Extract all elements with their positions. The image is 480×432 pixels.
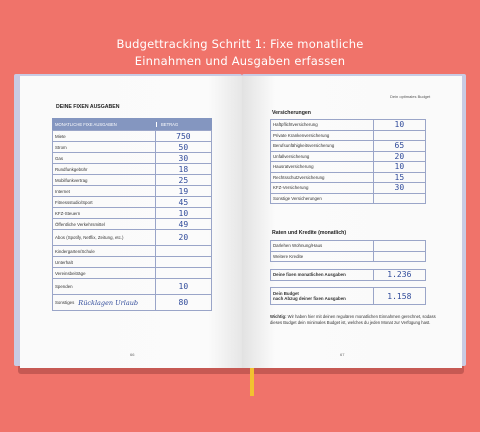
expense-row: [53, 186, 211, 197]
expense-label-cell: [53, 164, 156, 174]
insurance-row-amount: 10: [394, 162, 405, 172]
expense-label: Spenden: [55, 284, 73, 289]
loan-row: [271, 252, 425, 263]
expense-label: Miete: [55, 133, 66, 139]
insurance-row-amount: [374, 194, 425, 204]
expense-row: [53, 197, 211, 208]
expense-row: [53, 131, 211, 142]
expense-row: [53, 219, 211, 230]
insurance-row-label: Private Krankenversicherung: [271, 131, 374, 141]
expense-label: Rundfunkgebühr: [55, 166, 88, 172]
expense-row: [53, 257, 211, 268]
expense-amount: 18: [178, 164, 189, 174]
insurance-row: [271, 162, 425, 173]
expense-label: Gas: [55, 155, 64, 161]
column-header-expenses: MONATLICHE FIXE AUSGABEN: [55, 121, 117, 127]
expense-label-cell: [53, 246, 156, 256]
expense-label-cell: [53, 153, 156, 163]
insurance-row-label: KFZ-Versicherung: [271, 183, 374, 193]
left-page-title: DEINE FIXEN AUSGABEN: [56, 104, 120, 110]
loan-row: [271, 241, 425, 252]
fixed-expenses-table: [52, 118, 212, 311]
fixed-expenses-table-header: [52, 118, 212, 130]
headline: [0, 36, 480, 70]
insurance-row-label: Berufsunfähigkeitsversicherung: [271, 141, 374, 151]
expense-label-cell: [53, 131, 156, 141]
insurance-row-label: Unfallversicherung: [271, 152, 374, 162]
budget-label-line-2: nach Abzug deiner fixen Ausgaben: [273, 296, 346, 301]
expense-label: Öffentliche Verkehrsmittel: [55, 221, 105, 227]
insurance-row-amount: 15: [394, 172, 405, 182]
insurance-row-amount: 30: [394, 183, 405, 193]
insurance-row-label: Hausratversicherung: [271, 162, 374, 172]
expense-amount: [156, 257, 211, 267]
expense-label: Unterhalt: [55, 259, 73, 265]
insurance-row: [271, 173, 425, 184]
budget-label-line-1: Dein Budget: [273, 290, 299, 296]
expense-amount: 50: [178, 142, 189, 152]
expense-amount: 30: [178, 153, 189, 163]
loan-row-amount: [374, 252, 425, 262]
total-table: [270, 269, 426, 281]
expense-amount: 20: [178, 233, 189, 242]
insurance-row-amount: 20: [394, 151, 405, 161]
expense-row: [53, 175, 211, 186]
insurance-table: [270, 119, 426, 204]
expense-row: [53, 246, 211, 257]
loans-title: Raten und Kredite (monatlich): [272, 230, 347, 236]
expense-label: Abos (Spotify, Netflix, Zeitung, etc.): [55, 235, 124, 240]
insurance-row: [271, 152, 425, 163]
loans-table: [270, 240, 426, 262]
expense-row: [53, 230, 211, 246]
insurance-row: [271, 120, 425, 131]
left-page-number: 66: [130, 352, 135, 357]
insurance-row-label: Rechtsschutzversicherung: [271, 173, 374, 183]
budget-value: 1.158: [387, 291, 412, 301]
expense-label: Mobilfunkvertrag: [55, 177, 88, 183]
expense-label: Fitnessstudio/Sport: [55, 199, 93, 205]
headline-line-2: Einnahmen und Ausgaben erfassen: [134, 54, 346, 68]
insurance-row-amount: [374, 131, 425, 141]
expense-label: Kindergarten/Schule: [55, 248, 95, 254]
expense-label: Vereinsbeiträge: [55, 270, 86, 276]
insurance-row: [271, 194, 425, 205]
expense-note: Rücklagen Urlaub: [78, 298, 139, 307]
insurance-row-label: Sonstige Versicherungen: [271, 194, 374, 204]
expense-amount: 49: [178, 219, 189, 229]
column-header-amount: BETRAG: [156, 122, 212, 127]
expense-label: KFZ-Steuern: [55, 210, 81, 216]
budget-table: [270, 287, 426, 305]
expense-label-cell: [53, 279, 156, 294]
expense-label-cell: [53, 208, 156, 218]
note-text: Wir haben hier mit deinen regulären monatlichen Einnahmen gerechnet, sodass dieses Budget dein minimales Budget ist, welches du jeden Monat zur Verfügung hast.: [270, 314, 436, 326]
headline-line-1: Budgettracking Schritt 1: Fixe monatliche: [116, 37, 364, 51]
loan-row-amount: [374, 241, 425, 251]
expense-amount: 750: [176, 131, 191, 141]
expense-label: Strom: [55, 144, 67, 150]
insurance-row: [271, 183, 425, 194]
expense-label-cell: [53, 186, 156, 196]
insurance-row-amount: 10: [394, 120, 405, 130]
expense-row: [53, 142, 211, 153]
expense-row: [53, 295, 211, 311]
right-page-number: 67: [340, 352, 345, 357]
expense-amount: 10: [178, 282, 189, 291]
total-value: 1.236: [387, 270, 412, 280]
budget-row: [271, 288, 425, 305]
note-paragraph: [270, 314, 436, 327]
ribbon-bookmark: [250, 368, 254, 396]
total-label: Deine fixen monatlichen Ausgaben: [271, 270, 374, 280]
note-bold: Wichtig:: [270, 314, 287, 319]
expense-row: [53, 164, 211, 175]
insurance-title: Versicherungen: [272, 110, 311, 116]
budget-label: [271, 288, 374, 304]
expense-amount: 19: [178, 186, 189, 196]
expense-row: [53, 279, 211, 295]
loan-row-label: Darlehen Wohnung/Haus: [271, 241, 374, 251]
expense-label-cell: [53, 230, 156, 245]
expense-row: [53, 208, 211, 219]
expense-amount: [156, 268, 211, 278]
expense-amount: 25: [178, 175, 189, 185]
fixed-expenses-rows: [52, 130, 212, 311]
expense-amount: [156, 246, 211, 256]
expense-amount: 80: [178, 298, 189, 307]
expense-label-cell: [53, 268, 156, 278]
expense-label: Sonstiges: [55, 300, 75, 305]
expense-label-cell: [53, 219, 156, 229]
expense-label-cell: [53, 142, 156, 152]
insurance-row: [271, 141, 425, 152]
expense-label-cell: [53, 197, 156, 207]
insurance-row: [271, 131, 425, 142]
expense-label-cell: [53, 175, 156, 185]
insurance-row-label: Haftpflichtversicherung: [271, 120, 374, 130]
expense-row: [53, 153, 211, 164]
loan-row-label: Weitere Kredite: [271, 252, 374, 262]
expense-label-cell: [53, 257, 156, 267]
total-row: [271, 270, 425, 281]
expense-label: Internet: [55, 188, 70, 194]
expense-amount: 45: [178, 197, 189, 207]
expense-label-cell: [53, 295, 156, 310]
expense-amount: 10: [178, 208, 189, 218]
insurance-row-amount: 65: [394, 141, 405, 151]
expense-row: [53, 268, 211, 279]
running-head: Dein optimales Budget: [390, 94, 431, 99]
